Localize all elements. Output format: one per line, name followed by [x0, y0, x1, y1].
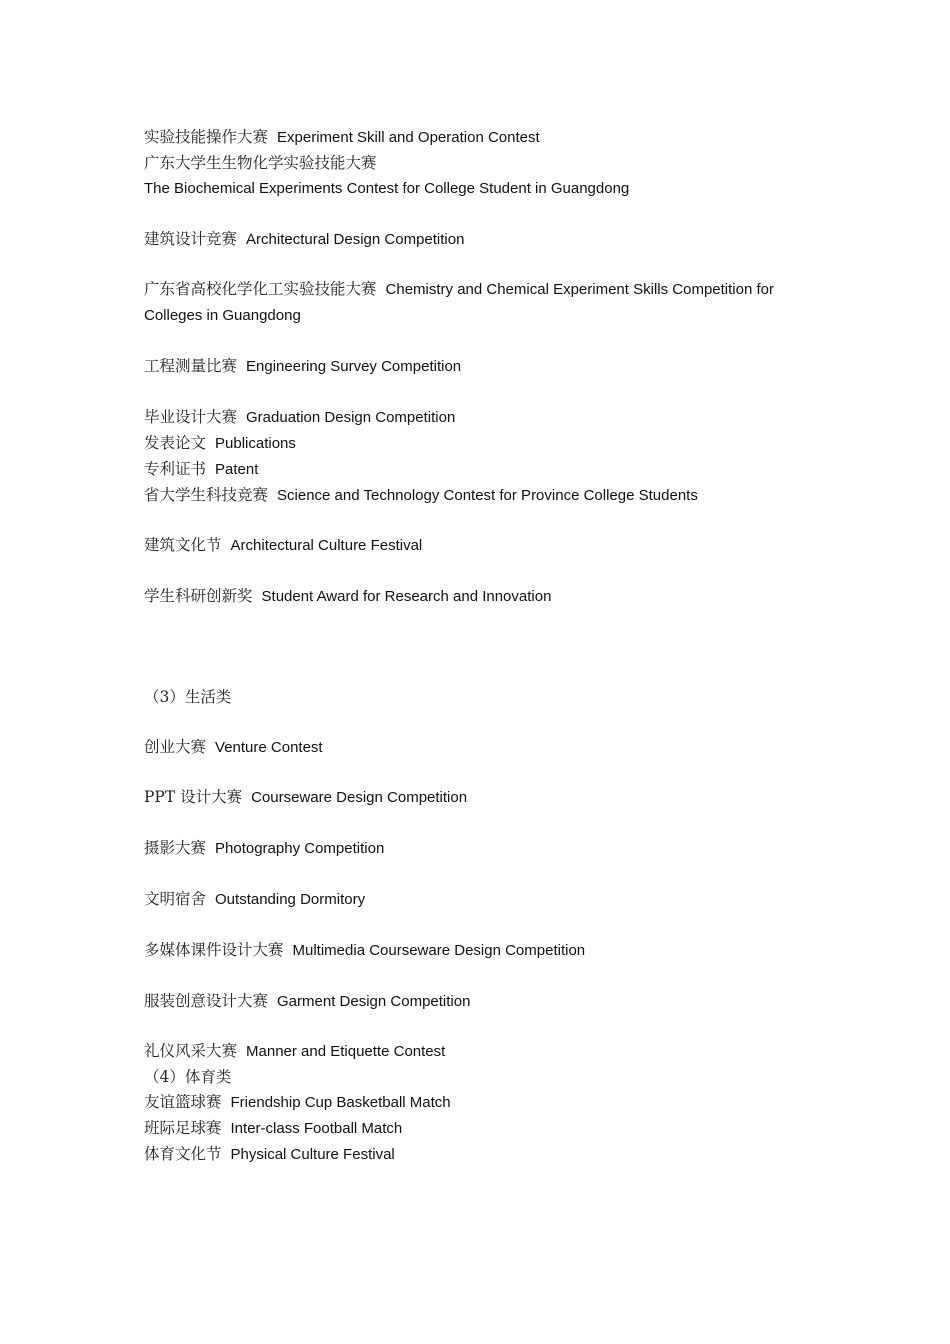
item-english: Inter-class Football Match — [230, 1120, 403, 1138]
item-english: Architectural Culture Festival — [230, 537, 423, 555]
list-item — [144, 227, 814, 253]
item-chinese: 友谊篮球赛 — [144, 1093, 222, 1112]
item-chinese: 体育文化节 — [144, 1145, 222, 1163]
item-english: Multimedia Courseware Design Competition — [292, 941, 586, 959]
item-english: Patent — [215, 460, 259, 478]
document-body — [144, 125, 814, 1168]
item-chinese: 实验技能操作大赛 — [144, 128, 269, 146]
item-english: Courseware Design Competition — [251, 789, 468, 807]
list-item — [144, 887, 814, 913]
list-item — [144, 405, 814, 431]
item-chinese: 多媒体课件设计大赛 — [144, 940, 284, 959]
list-item — [144, 1090, 814, 1116]
list-item — [144, 735, 814, 761]
list-item — [144, 483, 814, 509]
list-item — [144, 533, 814, 559]
item-english: The Biochemical Experiments Contest for College Student in Guangdong — [144, 179, 630, 197]
item-english: Physical Culture Festival — [230, 1146, 395, 1163]
list-item — [144, 277, 814, 329]
item-english: Engineering Survey Competition — [246, 358, 462, 376]
list-item — [144, 176, 814, 202]
item-chinese: 建筑文化节 — [144, 536, 222, 555]
item-chinese: 文明宿舍 — [144, 889, 207, 908]
item-english: Architectural Design Competition — [246, 230, 465, 248]
item-chinese: 省大学生科技竞赛 — [144, 485, 269, 504]
item-english: Chemistry and Chemical Experiment Skills Competition for Colleges in Guangdong — [144, 281, 774, 325]
item-english: Experiment Skill and Operation Contest — [277, 129, 540, 146]
item-chinese: 建筑设计竞赛 — [144, 229, 238, 248]
item-chinese: 广东省高校化学化工实验技能大赛 — [144, 280, 377, 299]
item-english: Photography Competition — [215, 840, 385, 858]
list-item — [144, 457, 814, 483]
list-item — [144, 584, 814, 610]
list-item — [144, 1142, 814, 1168]
item-english: Garment Design Competition — [277, 992, 471, 1010]
item-chinese: 创业大赛 — [144, 737, 207, 756]
item-chinese: 广东大学生生物化学实验技能大赛 — [144, 153, 377, 172]
list-item — [144, 1039, 814, 1065]
list-item — [144, 938, 814, 964]
item-english: Outstanding Dormitory — [215, 890, 366, 908]
list-item — [144, 125, 814, 151]
item-chinese: PPT 设计大赛 — [144, 788, 243, 807]
section-heading: （4）体育类 — [144, 1068, 232, 1087]
list-item — [144, 151, 814, 176]
item-english: Student Award for Research and Innovation — [261, 588, 552, 606]
list-item — [144, 836, 814, 862]
item-english: Graduation Design Competition — [246, 408, 456, 426]
list-item — [144, 1116, 814, 1142]
item-chinese: 礼仪风采大赛 — [144, 1042, 238, 1061]
item-chinese: 班际足球赛 — [144, 1119, 222, 1138]
item-english: Friendship Cup Basketball Match — [230, 1094, 451, 1112]
item-chinese: 毕业设计大赛 — [144, 407, 238, 426]
item-english: Manner and Etiquette Contest — [246, 1043, 446, 1061]
list-item — [144, 989, 814, 1015]
item-english: Publications — [215, 434, 296, 452]
list-item — [144, 354, 814, 380]
item-chinese: 服装创意设计大赛 — [144, 991, 269, 1010]
item-chinese: 学生科研创新奖 — [144, 587, 253, 606]
item-chinese: 工程测量比赛 — [144, 357, 238, 376]
list-item — [144, 785, 814, 811]
item-english: Science and Technology Contest for Province College Students — [277, 486, 698, 504]
list-item — [144, 431, 814, 457]
item-english: Venture Contest — [215, 738, 323, 756]
item-chinese: 摄影大赛 — [144, 839, 207, 858]
item-chinese: 专利证书 — [144, 459, 207, 478]
item-chinese: 发表论文 — [144, 433, 207, 452]
section-heading: （3）生活类 — [144, 687, 232, 706]
